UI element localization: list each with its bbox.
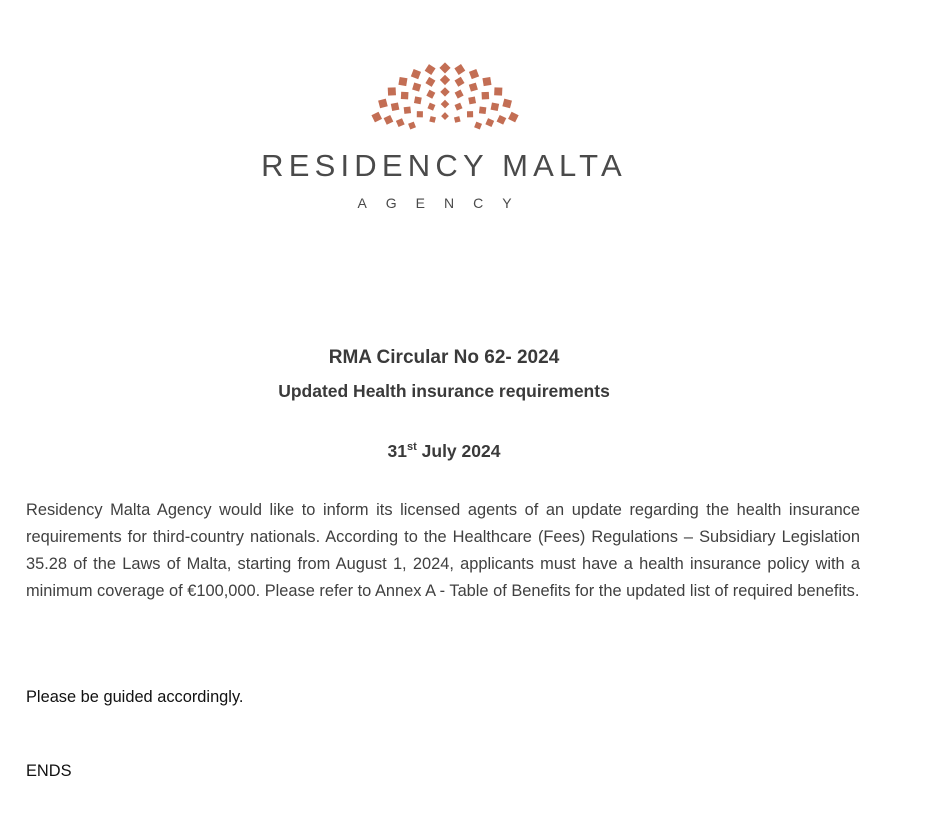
logo-tile (384, 115, 394, 125)
logo-tile (417, 111, 423, 117)
logo-tile (412, 82, 421, 91)
logo-tile (467, 111, 473, 117)
logo-tile (494, 87, 502, 95)
logo-tile (474, 122, 482, 130)
logo-tile (440, 87, 449, 96)
date-day: 31 (387, 441, 407, 461)
circular-body-paragraph: Residency Malta Agency would like to inform its licensed agents of an update regarding the health insurance requirements for third-country nationals. According to the Healthcare (Fees) Regulations – Subsidiary Legislation 35.28 of the Laws of Malta, starting from August 1, 2024, applicants must have a health insurance policy with a minimum coverage of €100,000. Please refer to Annex A - Table of Benefits for the updated list of required benefits. (26, 501, 860, 600)
logo-tile (441, 112, 449, 120)
ends-marker: ENDS (26, 762, 72, 780)
logo-tile (455, 77, 465, 87)
logo-tile (439, 62, 450, 73)
logo-tile (401, 92, 409, 100)
logo-tile (398, 77, 407, 86)
logo-tile (391, 102, 400, 111)
logo-tile (408, 122, 416, 130)
logo-tile (429, 116, 436, 123)
logo-tile (441, 100, 450, 109)
date-month-year: July 2024 (416, 441, 501, 461)
logo-tile (508, 112, 519, 123)
logo-tile (378, 99, 388, 109)
logo-tile (371, 112, 382, 123)
logo-subtitle: AGENCY (357, 195, 531, 211)
logo-tile (454, 64, 465, 75)
logo-tile (485, 118, 494, 127)
circular-date (0, 441, 888, 462)
logo-mark-icon (360, 62, 530, 132)
logo-tile (455, 103, 463, 111)
logo-tile (425, 64, 436, 75)
logo-tile (425, 77, 435, 87)
logo-tile (396, 118, 405, 127)
logo-name: RESIDENCY MALTA (261, 148, 627, 183)
logo-tile (426, 90, 435, 99)
logo-tile (427, 103, 435, 111)
logo-tile (497, 115, 507, 125)
logo-tile (455, 90, 464, 99)
logo-tile (411, 69, 421, 79)
logo-tile (482, 92, 490, 100)
logo-tile (468, 97, 476, 105)
logo-tile (469, 69, 479, 79)
circular-title: RMA Circular No 62- 2024 (328, 347, 560, 368)
logo-tile (479, 107, 486, 114)
logo-tile (414, 96, 422, 104)
residency-malta-logo (0, 62, 932, 222)
logo-tile (491, 102, 500, 111)
date-suffix: st (407, 441, 417, 453)
logo-tile (469, 83, 478, 92)
circular-subtitle: Updated Health insurance requirements (278, 381, 610, 401)
logo-tile (502, 99, 512, 109)
logo-tile (454, 116, 461, 123)
guidance-line: Please be guided accordingly. (26, 688, 244, 706)
logo-tile (388, 87, 396, 95)
logo-tile (440, 75, 450, 85)
logo-tile (404, 106, 411, 113)
logo-tile (482, 77, 491, 86)
